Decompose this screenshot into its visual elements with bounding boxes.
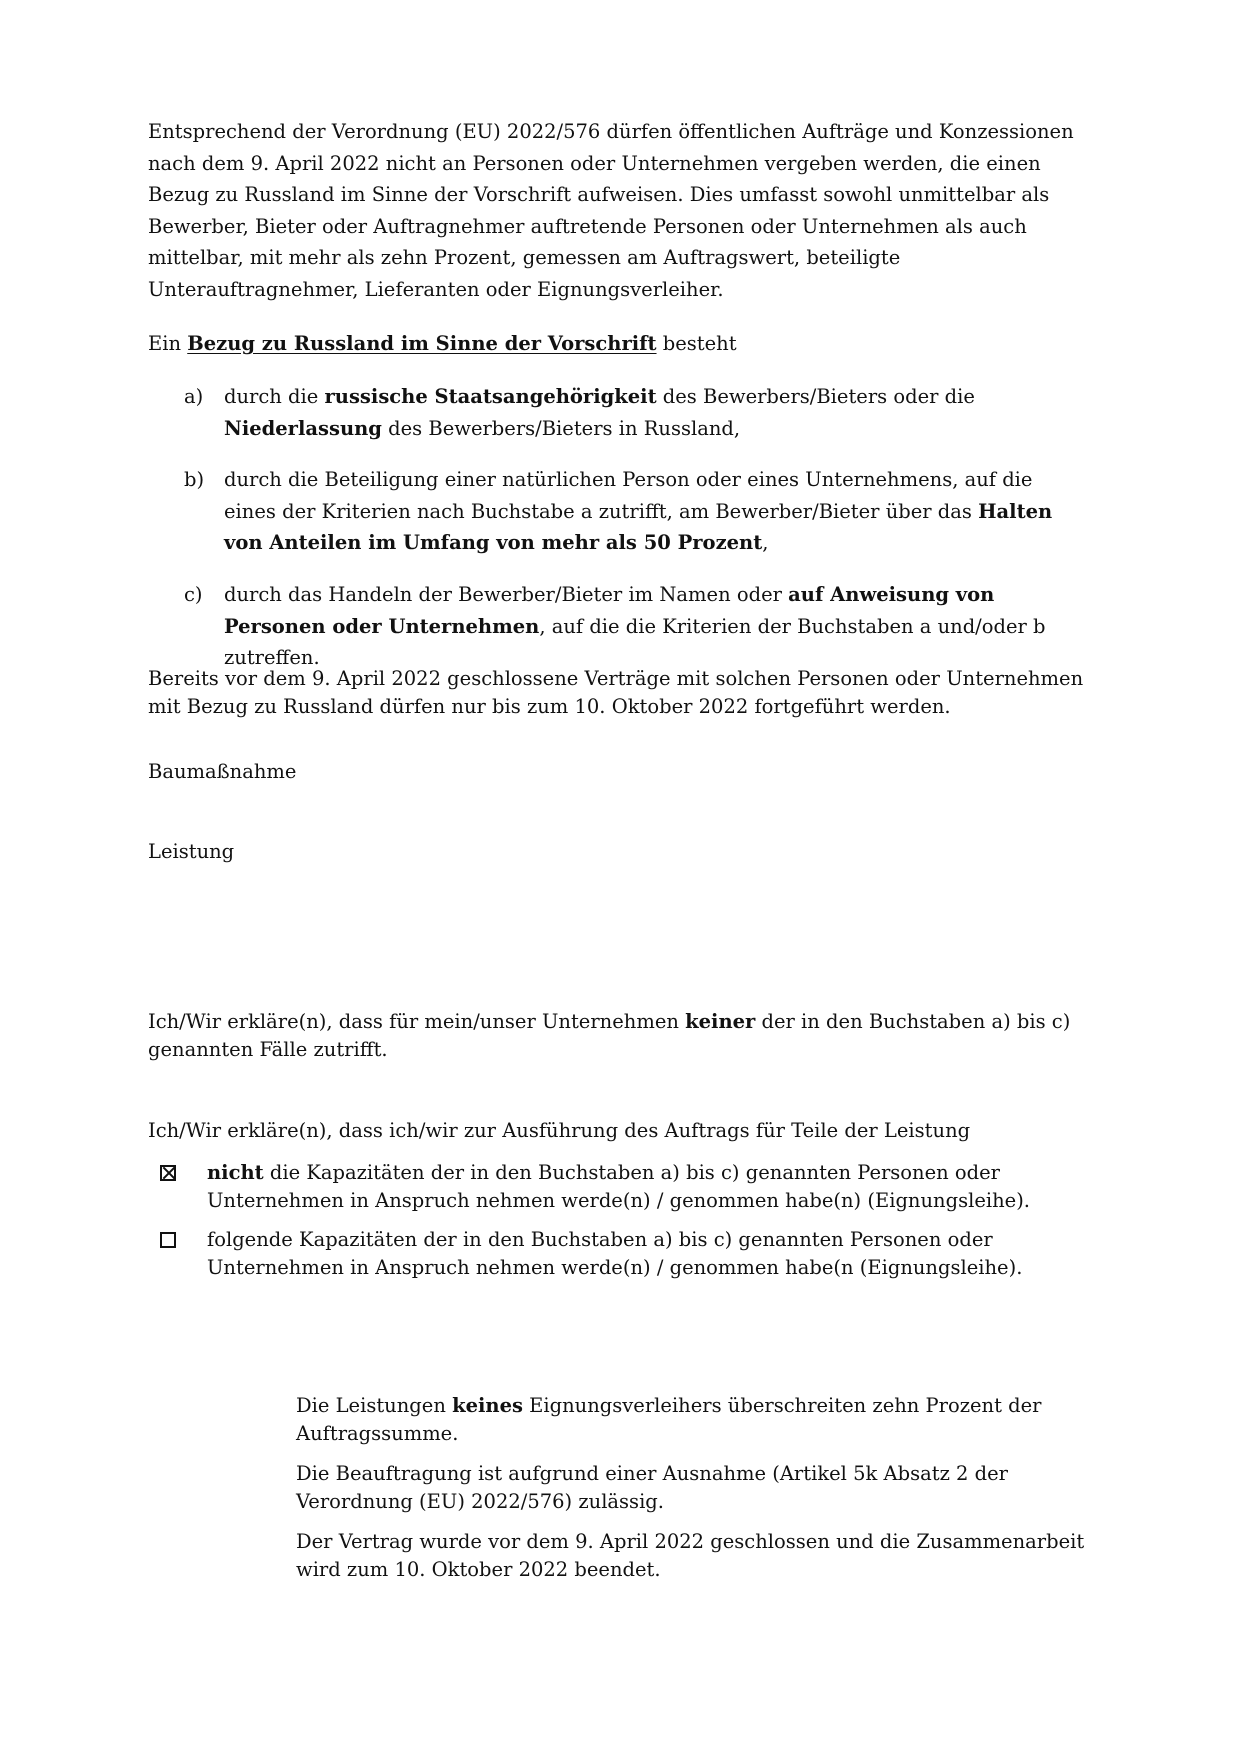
criterion-text-part: , auf die die Kriterien der Buchstaben a und/oder b zutreffen. [224,614,1046,669]
option-using-capacities [148,1226,1098,1282]
criterion-bold: russische Staatsangehörigkeit [324,385,657,408]
criterion-text [224,579,1084,674]
sub-statement-exception: Die Beauftragung ist aufgrund einer Ausnahme (Artikel 5k Absatz 2 der Verordnung (EU) 2022/576) zulässig. [296,1461,1008,1513]
option-text [207,1226,1098,1282]
criterion-text-part: des Bewerbers/Bieters in Russland, [381,416,741,440]
criterion-bold: Halten von Anteilen im Umfang von mehr als 50 Prozent [224,499,1053,554]
prior-contracts-paragraph: Bereits vor dem 9. April 2022 geschlossene Verträge mit solchen Personen oder Unternehmen mit Bezug zu Russland dürfen nur bis zum 10. Oktober 2022 fortgeführt werden. [148,667,1084,718]
reference-pre: Ein [148,332,188,355]
criterion-bold: Niederlassung [224,416,382,440]
reference-post: besteht [656,332,737,355]
criterion-text [224,381,1084,444]
option-text-part: die Kapazitäten der in den Buchstaben a) bis c) genannten Personen oder Unternehmen in Anspruch nehmen werde(n) / genommen habe(n) (Eignungsleihe). [207,1161,1031,1212]
option-not-using-capacities [148,1159,1098,1215]
baumassnahme-label: Baumaßnahme [148,760,297,783]
sub-text-part: Eignungsverleihers überschreiten zehn Prozent der Auftragssumme. [296,1393,1042,1445]
reference-heading [148,328,1098,360]
declaration-text-part: der in den Buchstaben a) bis c) genannten Fälle zutrifft. [148,1010,1071,1061]
criterion-a [184,381,1084,444]
declaration-no-case [148,1008,1098,1064]
declaration-bold: keiner [685,1010,756,1033]
criterion-text-part: des Bewerbers/Bieters oder die [656,385,975,408]
intro-paragraph: Entsprechend der Verordnung (EU) 2022/576 dürfen öffentlichen Aufträge und Konzessionen nach dem 9. April 2022 nicht an Personen oder Unternehmen vergeben werden, die einen Bezug zu Russland im Sinne der Vorschrift aufweisen. Dies umfasst sowohl unmittelbar als Bewerber, Bieter oder Auftragnehmer auftretende Personen oder Unternehmen als auch mittelbar, mit mehr als zehn Prozent, gemessen am Auftragswert, beteiligte Unterauftragnehmer, Lieferanten oder Eignungsverleiher. [148,120,1074,301]
criterion-letter: a) [184,385,204,408]
criterion-letter: b) [184,468,205,491]
reference-emphasis: Bezug zu Russland im Sinne der Vorschrift [187,332,657,355]
sub-statement-threshold [296,1392,1086,1448]
sub-statement-prior-contract: Der Vertrag wurde vor dem 9. April 2022 geschlossen und die Zusammenarbeit wird zum 10. Oktober 2022 beendet. [296,1529,1085,1581]
criterion-letter: c) [184,583,203,606]
option-text [207,1159,1098,1215]
criterion-text-part: , [762,531,769,554]
criterion-bold: auf Anweisung von Personen oder Unternehmen [224,583,995,638]
sub-bold: keines [452,1393,523,1417]
criterion-c [184,579,1084,674]
criterion-text [224,464,1084,559]
sub-text-part: Die Leistungen [296,1393,453,1417]
leistung-label: Leistung [148,840,235,863]
criterion-text-part: durch die Beteiligung einer natürlichen Person oder eines Unternehmens, auf die eines der Kriterien nach Buchstabe a zutrifft, am Bewerber/Bieter über das [224,468,1033,523]
declaration-capacities: Ich/Wir erkläre(n), dass ich/wir zur Ausführung des Auftrags für Teile der Leistung [148,1119,971,1142]
criterion-text-part: durch die [224,385,325,408]
option-text-part: folgende Kapazitäten der in den Buchstaben a) bis c) genannten Personen oder Unternehmen in Anspruch nehmen werde(n) / genommen habe(n (Eignungsleihe). [207,1228,1023,1279]
criterion-text-part: durch das Handeln der Bewerber/Bieter im Namen oder [224,583,789,606]
checkbox-unchecked[interactable] [160,1232,176,1248]
checkbox-checked[interactable] [160,1165,176,1181]
criterion-b [184,464,1084,559]
option-bold: nicht [207,1161,264,1184]
declaration-text-part: Ich/Wir erkläre(n), dass für mein/unser Unternehmen [148,1010,686,1033]
